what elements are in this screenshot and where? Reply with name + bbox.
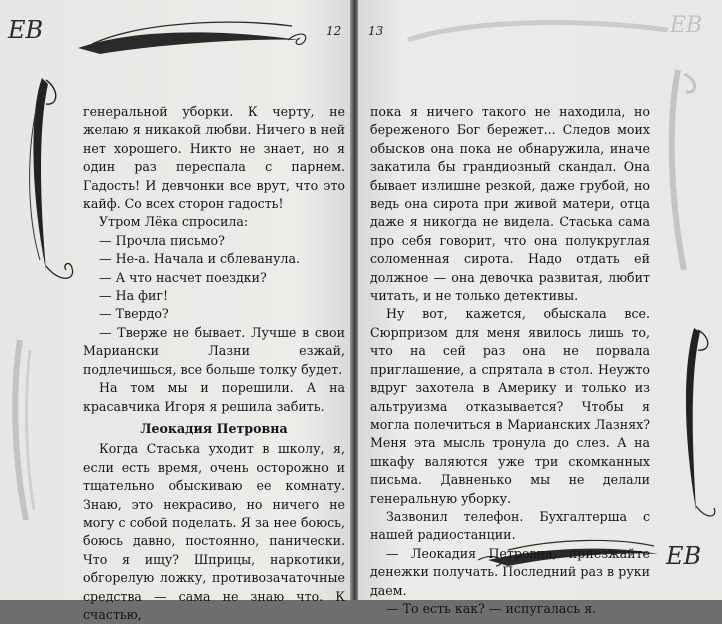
left-page xyxy=(0,0,352,622)
right-page-text xyxy=(370,103,650,618)
monogram: ЕВ xyxy=(8,16,44,44)
dialogue-line: — Прочла письмо? xyxy=(99,232,225,248)
dialogue-line: — А что насчет поездки? xyxy=(99,269,267,285)
dialogue-line: — Тверже не бывает. Лучше в свои Мариански Лазни езжай, подлечишься, все больше толку будет. xyxy=(83,324,345,377)
side-flourish-ornament xyxy=(658,320,722,530)
paragraph: Когда Стаська уходит в школу, я, если есть время, очень осторожно и тщательно обыскиваю ее комнату. Знаю, это некрасиво, но ничего не могу с собой поделать. Я за нее боюсь, боюсь давно, постоянно, панически. Что я ищу? Шприцы, наркотики, обгорелую ложку, противозачаточные средства — сама не знаю что. К счастью, xyxy=(83,441,345,622)
side-flourish-ornament xyxy=(0,70,80,300)
svg-text:ЕВ: ЕВ xyxy=(670,13,703,38)
dialogue-line: — На фиг! xyxy=(99,288,169,304)
right-page xyxy=(358,0,722,616)
page-number: 12 xyxy=(326,24,342,38)
monogram: ЕВ xyxy=(666,542,702,570)
chapter-heading: Леокадия Петровна xyxy=(140,420,288,436)
paragraph: пока я ничего такого не находила, но береженого Бог бережет... Следов моих обысков она пока не обнаружила, иначе закатила бы грандиозный скандал. Она бывает излишне резкой, даже грубой, но ведь она сирота при живой матери, отца даже я никогда не видела. Стаська сама про себя говорит, что она полукруглая соломенная сирота. Надо отдать ей должное — она девочка развитая, любит читать, и не только детективы. xyxy=(370,104,650,304)
paragraph: Утром Лёка спросила: xyxy=(99,214,249,230)
top-flourish-ornament xyxy=(0,0,352,70)
dialogue-line: — То есть как? — испугалась я. xyxy=(386,600,597,616)
faint-flourish-ornament xyxy=(0,330,60,530)
paragraph: генеральной уборки. К черту, не желаю я никакой любви. Ничего в ней нет хорошего. Никто не знает, но я один раз переспала с парнем. Гадость! И девчонки все врут, что это кайф. Со всех сторон гадость! xyxy=(83,104,345,212)
paragraph: Зазвонил телефон. Бухгалтерша с нашей радиостанции. xyxy=(370,508,650,543)
dialogue-line: — Леокадия Петровна, приезжайте денежки получать. Последний раз в руки даем. xyxy=(370,545,650,598)
faint-side-flourish-ornament xyxy=(658,60,722,290)
dialogue-line: — Твердо? xyxy=(99,306,169,322)
paragraph: Ну вот, кажется, обыскала все. Сюрпризом для меня явилось лишь то, что на сей раз она не порвала приглашение, а спрятала в стол. Неужто вдруг захотела в Америку и только из альтруизма отказывается? Чтобы я могла полечиться в Марианских Лазнях? Меня эта мысль тронула до слез. А на шкафу валяются уже три скомканных письма. Давненько мы не делали генеральную уборку. xyxy=(370,306,650,506)
page-number: 13 xyxy=(368,24,384,38)
paragraph: На том мы и порешили. А на красавчика Игоря я решила забить. xyxy=(83,380,345,414)
dialogue-line: — Не-а. Начала и сблеванула. xyxy=(99,251,301,267)
left-page-text xyxy=(83,103,345,624)
